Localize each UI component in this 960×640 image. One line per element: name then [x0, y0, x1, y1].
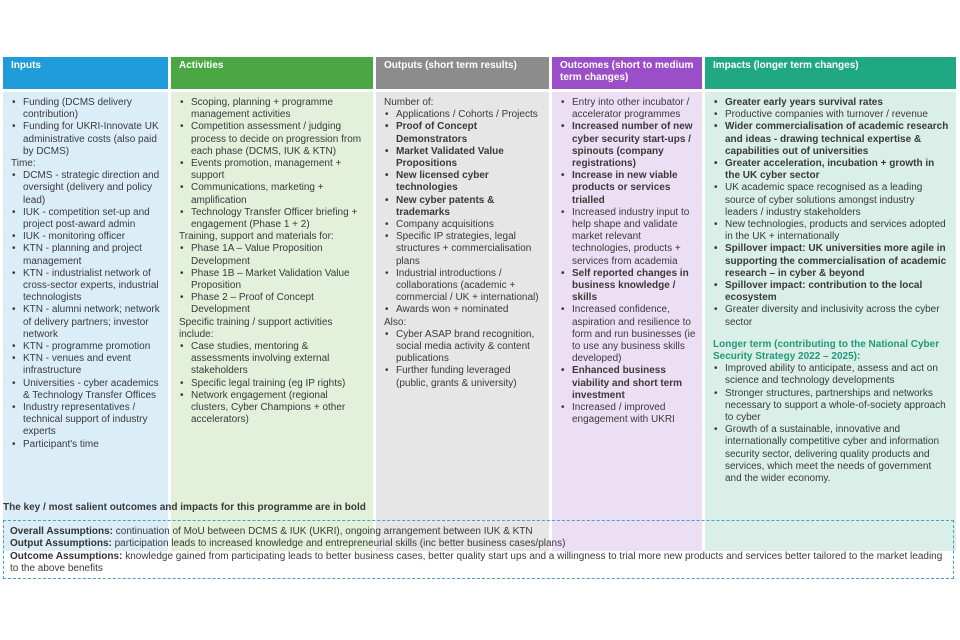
list-item: • Cyber ASAP brand recognition, social media activity & content publications: [384, 329, 543, 366]
list-item: • Greater early years survival rates: [713, 97, 950, 109]
list-item: • Network engagement (regional clusters, Cyber Champions + other accelerators): [179, 390, 367, 427]
list-item: • Applications / Cohorts / Projects: [384, 109, 543, 121]
list-item: • Company acquisitions: [384, 219, 543, 231]
list-item: • IUK - monitoring officer: [11, 231, 162, 243]
inputs-time-label: Time:: [11, 158, 36, 170]
key-note: The key / most salient outcomes and impacts for this programme are in bold: [3, 502, 366, 513]
outcome-assumptions-text: knowledge gained from participating leads to better business cases, better quality start ups and a willingness to trial more new products and services better tailored to the market leading to the above benefits: [10, 550, 943, 575]
outputs-column: [376, 57, 549, 389]
list-item: • KTN - planning and project management: [11, 243, 162, 267]
activities-specific-label: Specific training / support activities include:: [179, 316, 333, 340]
list-item: • Technology Transfer Officer briefing + engagement (Phase 1 + 2): [179, 207, 367, 231]
list-item: • Enhanced business viability and short term investment: [560, 365, 696, 402]
list-item: • Market Validated Value Propositions: [384, 146, 543, 170]
inputs-body: [3, 92, 168, 551]
inputs-time-list: [11, 170, 162, 451]
outputs-header: Outputs (short term results): [376, 57, 549, 89]
list-item: • Increased / improved engagement with UKRI: [560, 402, 696, 426]
list-item: • Funding for UKRI-Innovate UK administrative costs (also paid by DCMS): [11, 121, 162, 158]
list-item: • KTN - alumni network; network of delivery partners; investor network: [11, 304, 162, 341]
output-assumptions-label: Output Assumptions:: [10, 538, 112, 550]
outcomes-body: [552, 92, 702, 551]
inputs-header: Inputs: [3, 57, 168, 89]
list-item: • Awards won + nominated: [384, 304, 543, 316]
output-assumptions-text: participation leads to increased knowledge and entrepreneurial skills (inc better business cases/plans): [111, 538, 566, 550]
impacts-column: [705, 57, 956, 485]
list-item: • Self reported changes in business knowledge / skills: [560, 268, 696, 305]
list-item: • Greater diversity and inclusivity across the cyber sector: [713, 304, 950, 328]
activities-training-label: Training, support and materials for:: [179, 231, 334, 243]
list-item: • Funding (DCMS delivery contribution): [11, 97, 162, 121]
list-item: • Case studies, mentoring & assessments involving external stakeholders: [179, 341, 367, 378]
impacts-header: Impacts (longer term changes): [705, 57, 956, 89]
outputs-number-label: Number of:: [384, 97, 434, 108]
list-item: • IUK - competition set-up and project post-award admin: [11, 207, 162, 231]
activities-specific-list: [179, 341, 367, 426]
inputs-funding-list: [11, 97, 162, 158]
list-item: • Proof of Concept Demonstrators: [384, 121, 543, 145]
list-item: • Specific IP strategies, legal structures + commercialisation plans: [384, 231, 543, 268]
activities-training-list: [179, 243, 367, 316]
list-item: • Growth of a sustainable, innovative and internationally competitive cyber and information security sector, delivering quality products and services, which meet the needs of government and the wider economy.: [713, 424, 950, 485]
list-item: • DCMS - strategic direction and oversight (delivery and policy lead): [11, 170, 162, 207]
outputs-also-list: [384, 329, 543, 390]
list-item: • Events promotion, management + support: [179, 158, 367, 182]
list-item: • Competition assessment / judging process to decide on progression from each phase (DCMS, IUK & KTN): [179, 121, 367, 158]
impacts-longer-term-label: Longer term (contributing to the National Cyber Security Strategy 2022 – 2025):: [713, 338, 940, 363]
outcomes-list: [560, 97, 696, 426]
activities-column: [171, 57, 373, 426]
list-item: • Further funding leveraged (public, grants & university): [384, 365, 543, 389]
list-item: • Improved ability to anticipate, assess and act on science and technology developments: [713, 363, 950, 387]
list-item: • KTN - programme promotion: [11, 341, 162, 353]
list-item: • New licensed cyber technologies: [384, 170, 543, 194]
list-item: • UK academic space recognised as a leading source of cyber solutions amongst industry leaders / industry stakeholders: [713, 182, 950, 219]
outcomes-header: Outcomes (short to medium term changes): [552, 57, 702, 89]
list-item: • Phase 1A – Value Proposition Development: [179, 243, 367, 267]
list-item: • Greater acceleration, incubation + growth in the UK cyber sector: [713, 158, 950, 182]
overall-assumptions: [10, 526, 947, 538]
outputs-also-label: Also:: [384, 316, 407, 328]
list-item: • New technologies, products and services adopted in the UK + internationally: [713, 219, 950, 243]
list-item: • Entry into other incubator / accelerator programmes: [560, 97, 696, 121]
list-item: • KTN - industrialist network of cross-sector experts, industrial technologists: [11, 268, 162, 305]
outputs-body: [376, 92, 549, 551]
list-item: • Universities - cyber academics & Technology Transfer Offices: [11, 378, 162, 402]
outcomes-column: [552, 57, 702, 426]
impacts-list: [713, 97, 950, 329]
activities-list: [179, 97, 367, 231]
list-item: • Participant's time: [11, 439, 162, 451]
list-item: • Stronger structures, partnerships and networks necessary to support a whole-of-society approach to cyber: [713, 388, 950, 425]
list-item: • Increased confidence, aspiration and resilience to form and run businesses (ie to use any business skills developed): [560, 304, 696, 365]
list-item: • Specific legal training (eg IP rights): [179, 378, 367, 390]
activities-header: Activities: [171, 57, 373, 89]
list-item: • Productive companies with turnover / revenue: [713, 109, 950, 121]
outputs-list: [384, 109, 543, 316]
list-item: • Phase 2 – Proof of Concept Development: [179, 292, 367, 316]
list-item: • Industrial introductions / collaborations (academic + commercial / UK + international): [384, 268, 543, 305]
assumptions-box: [3, 520, 954, 579]
overall-assumptions-label: Overall Assumptions:: [10, 526, 113, 537]
list-item: • Wider commercialisation of academic research and ideas - drawing technical expertise & capabilities out of universities: [713, 121, 950, 158]
overall-assumptions-text: continuation of MoU between DCMS & IUK (UKRI), ongoing arrangement between IUK & KTN: [113, 526, 533, 537]
output-assumptions: [10, 538, 947, 550]
impacts-body: [705, 92, 956, 551]
impacts-longer-term-list: [713, 363, 950, 485]
outcome-assumptions-label: Outcome Assumptions:: [10, 550, 123, 562]
list-item: • KTN - venues and event infrastructure: [11, 353, 162, 377]
list-item: • Increased number of new cyber security start-ups / spinouts (company registrations): [560, 121, 696, 170]
inputs-column: [3, 57, 168, 450]
outcome-assumptions: [10, 551, 947, 576]
list-item: • Spillover impact: contribution to the local ecosystem: [713, 280, 950, 304]
list-item: • Increase in new viable products or services trialled: [560, 170, 696, 207]
list-item: • Increased industry input to help shape and validate market relevant technologies, products + services from academia: [560, 207, 696, 268]
list-item: • New cyber patents & trademarks: [384, 195, 543, 219]
list-item: • Spillover impact: UK universities more agile in supporting the commercialisation of academic research – in cyber & beyond: [713, 243, 950, 280]
list-item: • Phase 1B – Market Validation Value Proposition: [179, 268, 367, 292]
list-item: • Communications, marketing + amplification: [179, 182, 367, 206]
list-item: • Scoping, planning + programme management activities: [179, 97, 367, 121]
activities-body: [171, 92, 373, 551]
list-item: • Industry representatives / technical support of industry experts: [11, 402, 162, 439]
